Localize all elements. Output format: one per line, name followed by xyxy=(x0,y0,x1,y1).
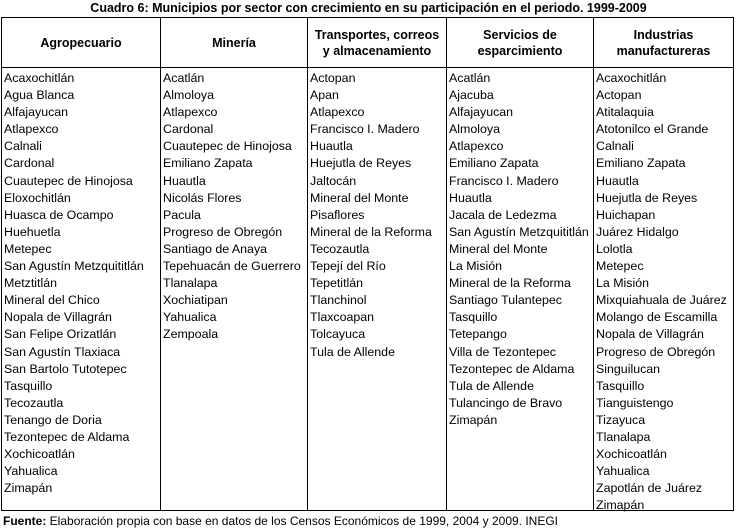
municipio-item: Mineral del Chico xyxy=(4,293,100,308)
column-divider xyxy=(446,18,447,510)
municipio-item: Metepec xyxy=(596,259,644,274)
municipio-item: Tecozautla xyxy=(4,395,64,410)
header-industrias-manufactureras: Industrias manufactureras xyxy=(616,27,711,58)
municipio-item: Francisco I. Madero xyxy=(449,173,559,188)
municipio-item: Villa de Tezontepec xyxy=(449,344,557,359)
municipio-item: Huejutla de Reyes xyxy=(310,156,412,171)
municipio-item: Metepec xyxy=(4,241,52,256)
source-text: Elaboración propia con base en datos de los Censos Económicos de 1999, 2004 y 2009. INEGI xyxy=(46,514,559,528)
column-industrias-manufactureras xyxy=(596,70,732,514)
municipio-item: Zimapán xyxy=(4,481,53,496)
column-divider xyxy=(593,18,594,510)
municipio-item: Nopala de Villagrán xyxy=(4,310,112,325)
municipio-item: Huasca de Ocampo xyxy=(4,207,114,222)
source-label: Fuente: xyxy=(3,514,47,528)
municipio-item: Huautla xyxy=(449,190,492,205)
municipio-item: Emiliano Zapata xyxy=(163,156,253,171)
municipio-item: Huautla xyxy=(163,173,206,188)
municipio-item: Tetepango xyxy=(449,327,507,342)
municipio-item: Xochiatipan xyxy=(163,293,228,308)
municipio-item: Tecozautla xyxy=(310,241,370,256)
municipio-item: Santiago Tulantepec xyxy=(449,293,562,308)
municipio-item: Apan xyxy=(310,88,339,103)
municipio-item: Progreso de Obregón xyxy=(163,224,283,239)
municipio-item: Atlapexco xyxy=(4,122,59,137)
municipio-item: San Felipe Orizatlán xyxy=(4,327,117,342)
column-divider xyxy=(160,18,161,510)
municipio-item: San Agustín Tlaxiaca xyxy=(4,344,121,359)
municipio-item: Tianguistengo xyxy=(596,395,674,410)
municipio-item: San Agustín Metzquititlán xyxy=(4,259,144,274)
municipio-item: Huichapan xyxy=(596,207,656,222)
municipio-item: Mixquiahuala de Juárez xyxy=(596,293,727,308)
municipio-item: Atitalaquia xyxy=(596,105,654,120)
municipio-item: Tlanchinol xyxy=(310,293,367,308)
municipio-item: Mineral del Monte xyxy=(449,241,548,256)
municipio-item: Zimapán xyxy=(596,498,645,513)
municipio-item: San Bartolo Tutotepec xyxy=(4,361,127,376)
municipio-item: Tizayuca xyxy=(596,412,646,427)
municipio-item: Tepehuacán de Guerrero xyxy=(163,259,301,274)
municipios-table xyxy=(1,17,734,511)
column-agropecuario xyxy=(4,70,158,497)
municipio-item: Mineral de la Reforma xyxy=(310,224,432,239)
municipio-item: Yahualica xyxy=(4,464,58,479)
municipio-item: Acatlán xyxy=(449,71,491,85)
municipio-item: Acaxochitlán xyxy=(4,71,75,85)
municipio-item: Tepejí del Río xyxy=(310,259,386,274)
municipio-item: Jacala de Ledezma xyxy=(449,207,557,222)
municipio-item: La Misión xyxy=(596,276,650,291)
column-mineria xyxy=(163,70,305,344)
municipio-item: Calnali xyxy=(596,139,634,154)
municipio-item: Emiliano Zapata xyxy=(449,156,539,171)
municipio-item: Huejutla de Reyes xyxy=(596,190,698,205)
municipio-item: Nopala de Villagrán xyxy=(596,327,704,342)
municipio-item: Atotonilco el Grande xyxy=(596,122,709,137)
municipio-item: Tezontepec de Aldama xyxy=(449,361,575,376)
municipio-item: Yahualica xyxy=(163,310,217,325)
municipio-item: Nicolás Flores xyxy=(163,190,242,205)
municipio-item: Tezontepec de Aldama xyxy=(4,429,130,444)
municipio-item: Santiago de Anaya xyxy=(163,241,268,256)
column-divider xyxy=(307,18,308,510)
municipio-item: Pacula xyxy=(163,207,201,222)
municipio-item: Tula de Allende xyxy=(310,344,395,359)
column-transportes xyxy=(310,70,444,361)
municipio-item: Tepetitlán xyxy=(310,276,364,291)
municipio-item: Zimapán xyxy=(449,412,498,427)
municipio-item: Cardonal xyxy=(163,122,214,137)
municipio-item: Atlapexco xyxy=(310,105,365,120)
municipio-item: Mineral de la Reforma xyxy=(449,276,571,291)
header-agropecuario: Agropecuario xyxy=(40,35,122,50)
municipio-item: Huautla xyxy=(310,139,353,154)
municipio-item: Eloxochitlán xyxy=(4,190,71,205)
column-servicios-esparcimiento xyxy=(449,70,591,429)
municipio-item: Tlanalapa xyxy=(596,429,651,444)
municipio-item: Juárez Hidalgo xyxy=(596,224,679,239)
municipio-item: Almoloya xyxy=(163,88,214,103)
municipio-item: Acaxochitlán xyxy=(596,71,667,85)
municipio-item: Molango de Escamilla xyxy=(596,310,718,325)
municipio-item: Tasquillo xyxy=(449,310,498,325)
municipio-item: Huautla xyxy=(596,173,639,188)
municipio-item: Almoloya xyxy=(449,122,500,137)
header-servicios-esparcimiento: Servicios de esparcimiento xyxy=(477,27,563,58)
municipio-item: Tula de Allende xyxy=(449,378,534,393)
municipio-item: Lolotla xyxy=(596,241,633,256)
municipio-item: Xochicoatlán xyxy=(596,447,667,462)
municipio-item: Progreso de Obregón xyxy=(596,344,716,359)
municipio-item: Actopan xyxy=(310,71,356,85)
municipio-item: Cuautepec de Hinojosa xyxy=(4,173,133,188)
municipio-item: Actopan xyxy=(596,88,642,103)
municipio-item: Metztitlán xyxy=(4,276,58,291)
municipio-item: Calnali xyxy=(4,139,42,154)
header-divider xyxy=(2,67,733,68)
municipio-item: Yahualica xyxy=(596,464,650,479)
municipio-item: Francisco I. Madero xyxy=(310,122,420,137)
municipio-item: Mineral del Monte xyxy=(310,190,409,205)
municipio-item: Tasquillo xyxy=(596,378,645,393)
municipio-item: Tenango de Doria xyxy=(4,412,102,427)
municipio-item: Atlapexco xyxy=(449,139,504,154)
municipio-item: Huehuetla xyxy=(4,224,61,239)
municipio-item: La Misión xyxy=(449,259,503,274)
source-note xyxy=(3,514,558,529)
municipio-item: Zempoala xyxy=(163,327,219,342)
municipio-item: Cardonal xyxy=(4,156,55,171)
municipio-item: Tlaxcoapan xyxy=(310,310,375,325)
municipio-item: Jaltocán xyxy=(310,173,357,188)
municipio-item: Alfajayucan xyxy=(449,105,514,120)
table-title: Cuadro 6: Municipios por sector con crecimiento en su participación en el periodo. 1999-2009 xyxy=(90,1,647,15)
header-transportes: Transportes, correos y almacenamiento xyxy=(314,27,440,58)
municipio-item: Pisaflores xyxy=(310,207,365,222)
municipio-item: Tulancingo de Bravo xyxy=(449,395,563,410)
municipio-item: Ajacuba xyxy=(449,88,494,103)
municipio-item: Tlanalapa xyxy=(163,276,218,291)
municipio-item: Tolcayuca xyxy=(310,327,366,342)
municipio-item: Zapotlán de Juárez xyxy=(596,481,703,496)
municipio-item: Cuautepec de Hinojosa xyxy=(163,139,292,154)
municipio-item: Singuilucan xyxy=(596,361,661,376)
municipio-item: Tasquillo xyxy=(4,378,53,393)
municipio-item: San Agustín Metzquititlán xyxy=(449,224,589,239)
municipio-item: Agua Blanca xyxy=(4,88,75,103)
header-mineria: Minería xyxy=(212,35,256,50)
municipio-item: Atlapexco xyxy=(163,105,218,120)
municipio-item: Acatlán xyxy=(163,71,205,85)
municipio-item: Xochicoatlán xyxy=(4,447,75,462)
municipio-item: Alfajayucan xyxy=(4,105,69,120)
municipio-item: Emiliano Zapata xyxy=(596,156,686,171)
